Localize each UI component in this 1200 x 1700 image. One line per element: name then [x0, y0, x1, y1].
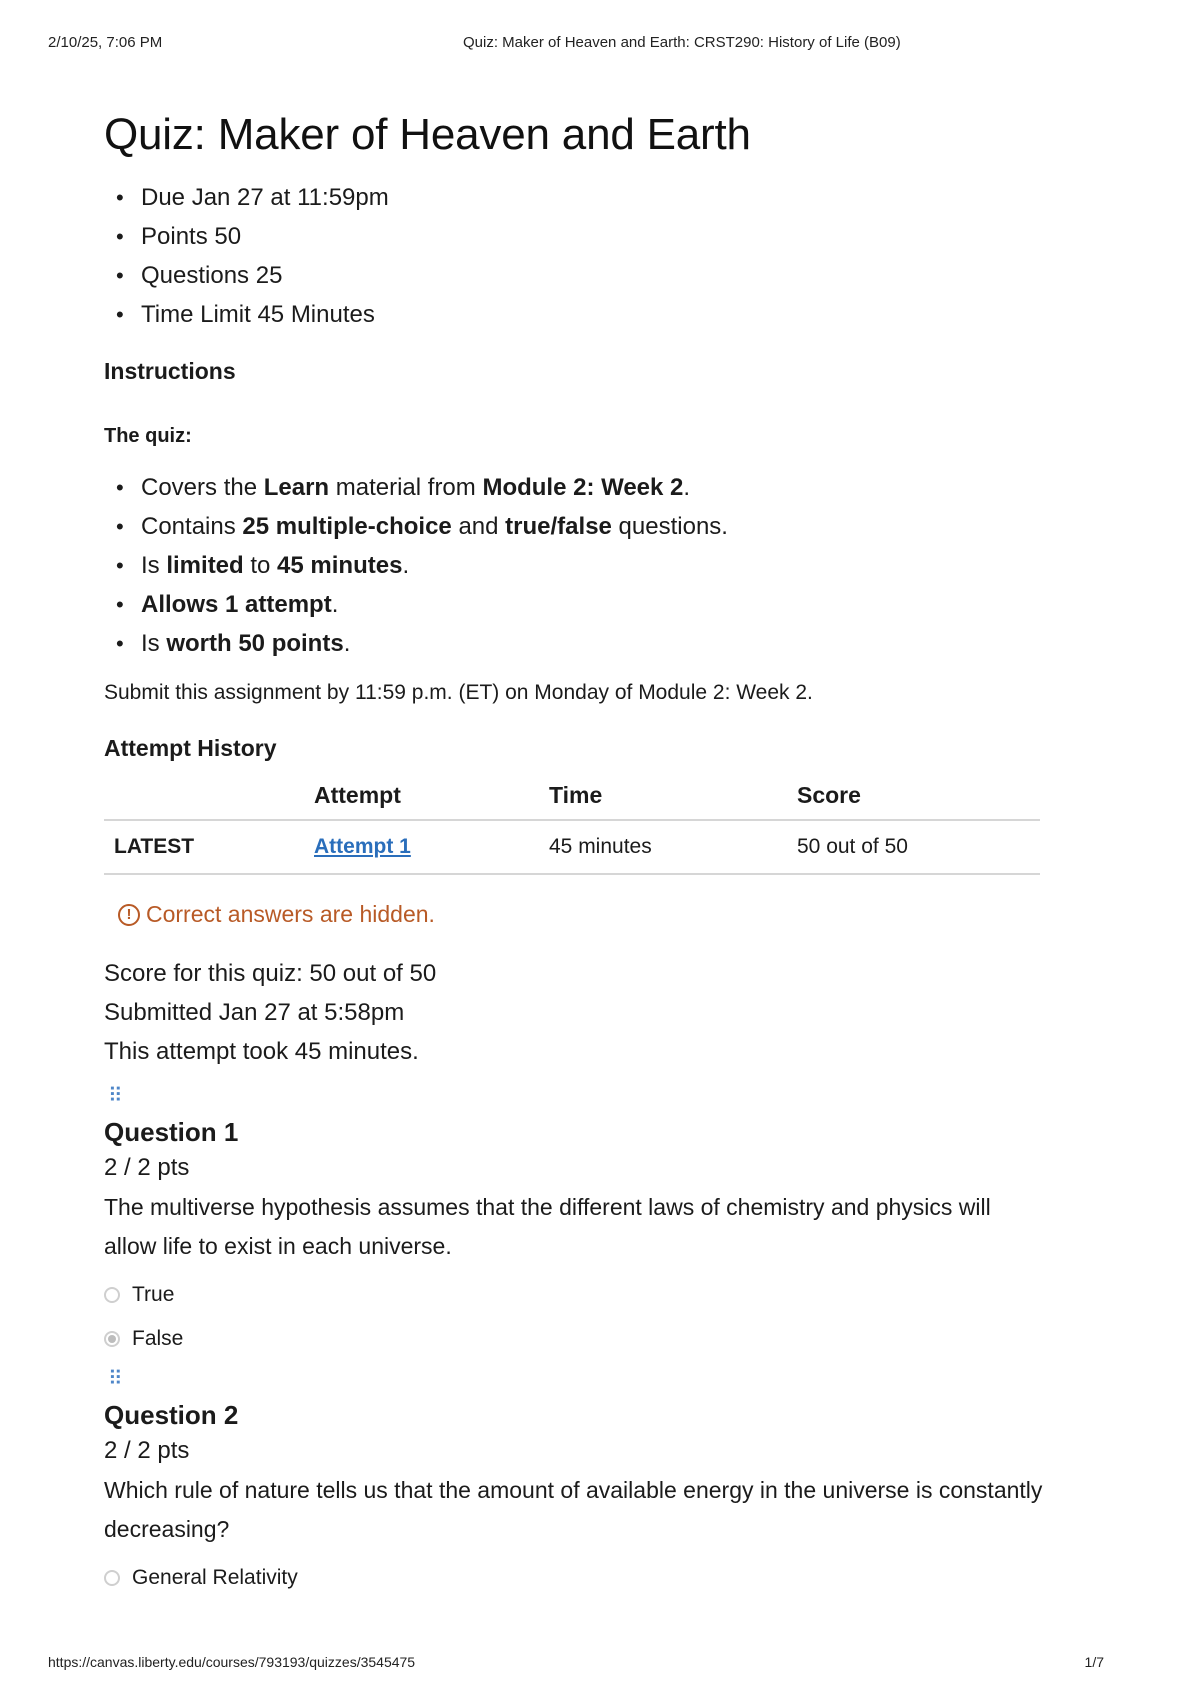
question-text: The multiverse hypothesis assumes that the different laws of chemistry and physics will allow life to exist in each universe.: [104, 1194, 991, 1259]
text: to: [243, 552, 278, 579]
instructions-subheading: The quiz:: [104, 425, 192, 447]
page-title: Quiz: Maker of Heaven and Earth: [104, 110, 751, 159]
text: .: [331, 591, 339, 618]
attempt-summary: [104, 954, 1044, 1071]
attempt-1-link[interactable]: Attempt 1: [314, 835, 411, 858]
print-header: [48, 34, 1152, 54]
attempt-cell: [304, 820, 539, 874]
submit-note: Submit this assignment by 11:59 p.m. (ET) on Monday of Module 2: Week 2.: [104, 681, 813, 704]
attempt-history-table: [104, 776, 1040, 875]
score-cell: 50 out of 50: [787, 820, 1040, 874]
emphasis: 25 multiple-choice: [242, 513, 452, 540]
emphasis: 45 minutes: [277, 552, 403, 579]
text: material from: [329, 474, 483, 501]
meta-due: • Due Jan 27 at 11:59pm: [104, 178, 1044, 217]
answer-label: True: [132, 1283, 175, 1306]
instruction-item: [104, 585, 1044, 624]
text: .: [343, 630, 351, 657]
text: Is: [141, 552, 167, 579]
column-header-empty: [104, 776, 304, 820]
emphasis: limited: [166, 552, 244, 579]
meta-time-limit: • Time Limit 45 Minutes: [104, 295, 1044, 334]
radio-button[interactable]: [104, 1287, 120, 1303]
question-title: Question 2: [104, 1400, 239, 1430]
instructions-heading: Instructions: [104, 358, 236, 384]
text: .: [402, 552, 410, 579]
drag-handle-icon[interactable]: ⠿: [108, 1085, 121, 1107]
instruction-item: [104, 507, 1044, 546]
row-label-latest: LATEST: [104, 820, 304, 874]
emphasis: Learn: [263, 474, 330, 501]
radio-button[interactable]: [104, 1570, 120, 1586]
radio-button-selected[interactable]: [104, 1331, 120, 1347]
instructions-list: [104, 468, 1044, 663]
column-header-attempt: Attempt: [304, 776, 539, 820]
table-header-row: [104, 776, 1040, 820]
column-header-score: Score: [787, 776, 1040, 820]
text: Contains: [141, 513, 243, 540]
question-points: 2 / 2 pts: [104, 1437, 190, 1464]
text: questions.: [611, 513, 728, 540]
quiz-score: Score for this quiz: 50 out of 50: [104, 960, 437, 987]
instruction-item: [104, 624, 1044, 663]
text: Is: [141, 630, 167, 657]
answer-option[interactable]: [104, 1324, 1044, 1354]
meta-questions: • Questions 25: [104, 256, 1044, 295]
print-date: 2/10/25, 7:06 PM: [48, 34, 163, 51]
print-page-number: 1/7: [1084, 1654, 1104, 1670]
quiz-meta-list: [104, 178, 1044, 334]
column-header-time: Time: [539, 776, 787, 820]
question-points: 2 / 2 pts: [104, 1154, 190, 1181]
table-row: [104, 820, 1040, 874]
emphasis: Allows 1 attempt: [141, 591, 332, 618]
question-text: Which rule of nature tells us that the amount of available energy in the universe is constantly decreasing?: [104, 1477, 1043, 1542]
emphasis: true/false: [505, 513, 612, 540]
attempt-duration: This attempt took 45 minutes.: [104, 1038, 419, 1065]
notice-text: Correct answers are hidden.: [146, 901, 435, 927]
emphasis: worth 50 points: [166, 630, 344, 657]
question-1: [104, 1117, 1044, 1354]
emphasis: Module 2: Week 2: [482, 474, 684, 501]
time-cell: 45 minutes: [539, 820, 787, 874]
answers-hidden-notice: [118, 901, 1044, 928]
print-header-title: Quiz: Maker of Heaven and Earth: CRST290: History of Life (B09): [463, 34, 901, 51]
text: and: [451, 513, 506, 540]
question-title: Question 1: [104, 1117, 239, 1147]
answer-label: General Relativity: [132, 1566, 298, 1589]
text: .: [683, 474, 691, 501]
submitted-time: Submitted Jan 27 at 5:58pm: [104, 999, 405, 1026]
answer-option[interactable]: [104, 1280, 1044, 1310]
print-url: https://canvas.liberty.edu/courses/793193/quizzes/3545475: [48, 1654, 416, 1670]
question-2: [104, 1400, 1044, 1593]
attempt-history-heading: Attempt History: [104, 735, 277, 761]
answer-label: False: [132, 1327, 184, 1350]
instruction-item: [104, 546, 1044, 585]
drag-handle-icon[interactable]: ⠿: [108, 1368, 121, 1390]
meta-points: • Points 50: [104, 217, 1044, 256]
answer-option[interactable]: [104, 1563, 1044, 1593]
instruction-item: [104, 468, 1044, 507]
text: Covers the: [141, 474, 264, 501]
quiz-content: [104, 110, 1044, 1593]
warning-icon: !: [118, 904, 140, 926]
